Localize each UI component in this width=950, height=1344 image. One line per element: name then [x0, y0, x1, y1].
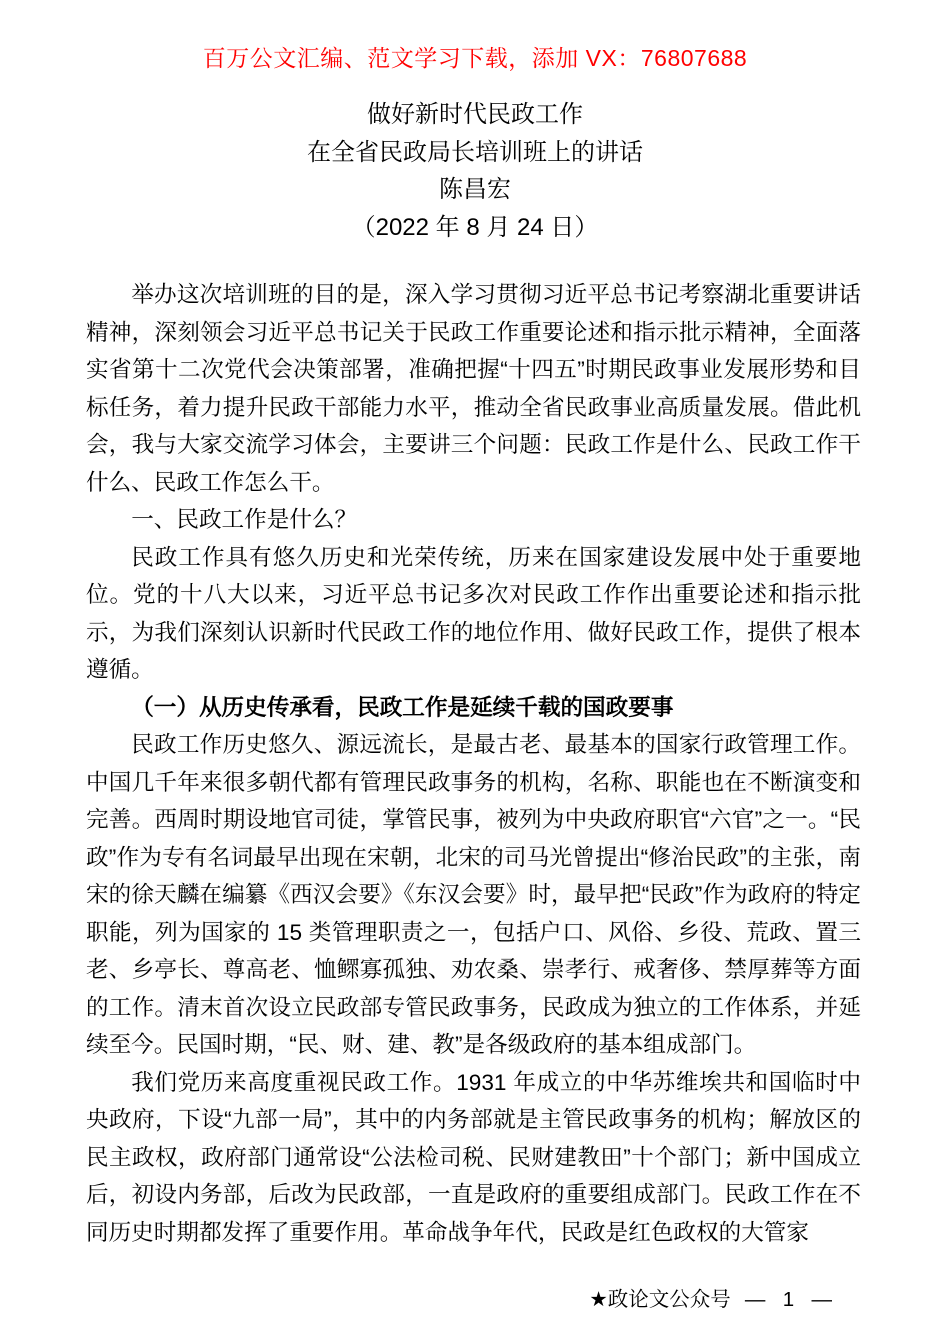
- page-number: — 1 —: [744, 1288, 834, 1311]
- document-body: [86, 276, 861, 1251]
- title-block: [0, 96, 950, 246]
- promo-banner: 百万公文汇编、范文学习下载，添加 VX：76807688: [202, 45, 748, 71]
- footer-brand: ★政论文公众号: [589, 1288, 731, 1311]
- paragraph: 我们党历来高度重视民政工作。1931 年成立的中华苏维埃共和国临时中央政府，下设“九部一局”，其中的内务部就是主管民政事务的机构；解放区的民主政权，政府部门通常设“公法检司税、民财建教田”十个部门；新中国成立后，初设内务部，后改为民政部，一直是政府的重要组成部门。民政工作在不同历史时期都发挥了重要作用。革命战争年代，民政是红色政权的大管家: [86, 1069, 861, 1245]
- paragraph: 举办这次培训班的目的是，深入学习贯彻习近平总书记考察湖北重要讲话精神，深刻领会习近平总书记关于民政工作重要论述和指示批示精神，全面落实省第十二次党代会决策部署，准确把握“十四五”时期民政事业发展形势和目标任务，着力提升民政干部能力水平，推动全省民政事业高质量发展。借此机会，我与大家交流学习体会，主要讲三个问题：民政工作是什么、民政工作干什么、民政工作怎么干。: [86, 282, 861, 495]
- page-footer: [589, 1286, 834, 1313]
- doc-subtitle: 在全省民政局长培训班上的讲话: [307, 138, 643, 166]
- paragraph: 民政工作历史悠久、源远流长，是最古老、最基本的国家行政管理工作。中国几千年来很多朝代都有管理民政事务的机构，名称、职能也在不断演变和完善。西周时期设地官司徒，掌管民事，被列为中央政府职官“六官”之一。“民政”作为专有名词最早出现在宋朝，北宋的司马光曾提出“修治民政”的主张，南宋的徐天麟在编纂《西汉会要》《东汉会要》时，最早把“民政”作为政府的特定职能，列为国家的 15 类管理职责之一，包括户口、风俗、乡役、荒政、置三老、乡亭长、尊高老、恤鳏寡孤独、劝农桑、崇孝行、戒奢侈、禁厚葬等方面的工作。清末首次设立民政部专管民政事务，民政成为独立的工作体系，并延续至今。民国时期，“民、财、建、教”是各级政府的基本组成部门。: [86, 732, 861, 1057]
- doc-author: 陈昌宏: [439, 176, 511, 203]
- paragraph: 民政工作具有悠久历史和光荣传统，历来在国家建设发展中处于重要地位。党的十八大以来，习近平总书记多次对民政工作作出重要论述和指示批示，为我们深刻认识新时代民政工作的地位作用、做好民政工作，提供了根本遵循。: [86, 544, 861, 682]
- section-heading: （一）从历史传承看，民政工作是延续千载的国政要事: [131, 694, 674, 720]
- doc-date: （2022 年 8 月 24 日）: [351, 213, 599, 241]
- doc-title: 做好新时代民政工作: [367, 101, 583, 128]
- section-heading: 一、民政工作是什么？: [131, 507, 358, 532]
